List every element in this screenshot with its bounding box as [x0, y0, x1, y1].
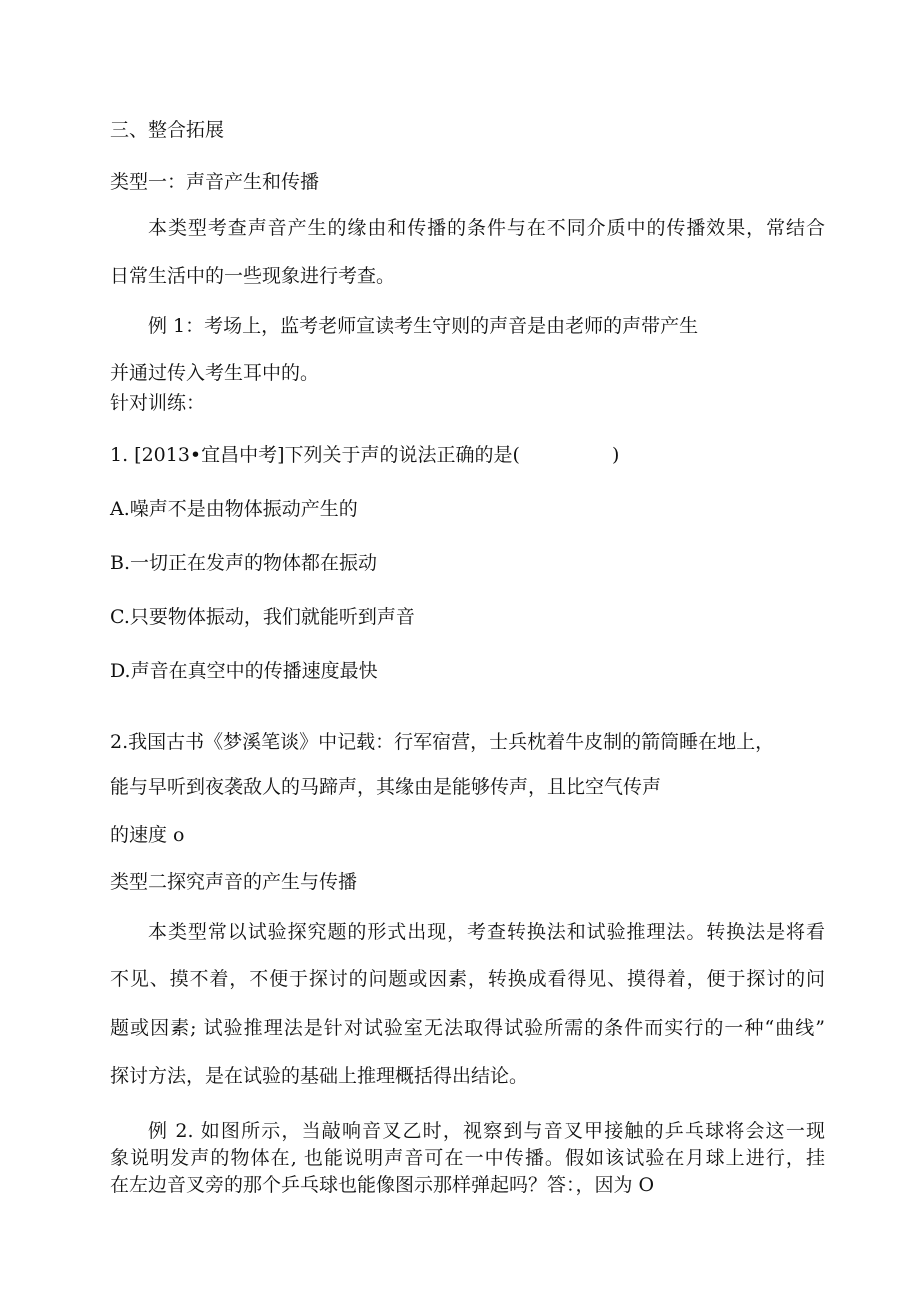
type1-heading: 类型一：声音产生和传播: [110, 171, 320, 193]
example2-line-1: 例 2. 如图所示，当敲响音叉乙时，视察到与音叉甲接触的乒乓球将会这一现: [148, 1120, 825, 1142]
type1-intro-line-1: 本类型考查声音产生的缘由和传播的条件与在不同介质中的传播效果，常结合: [148, 217, 825, 239]
option-a: A.噪声不是由物体振动产生的: [110, 498, 358, 520]
example1-line-1: 例 1：考场上，监考老师宣读考生守则的声音是由老师的声带产生: [148, 315, 699, 337]
question1-stem-close: ): [611, 444, 620, 466]
question1-stem: [110, 443, 619, 467]
type1-intro-line-2: 日常生活中的一些现象进行考查。: [110, 265, 396, 287]
type2-intro-line-1: 本类型常以试验探究题的形式出现，考查转换法和试验推理法。转换法是将看: [148, 921, 825, 943]
practice-label: 针对训练：: [110, 392, 206, 414]
example2-line-3: 在左边音叉旁的那个乒乓球也能像图示那样弹起吗？答：，因为 O: [110, 1174, 655, 1196]
question2-line-2: 能与早听到夜袭敌人的马蹄声，其缘由是能够传声，且比空气传声: [110, 776, 662, 798]
type2-heading: 类型二探究声音的产生与传播: [110, 871, 358, 893]
type2-intro-line-3: 题或因素; 试验推理法是针对试验室无法取得试验所需的条件而实行的一种“曲线”: [110, 1017, 825, 1039]
example1-line-2: 并通过传入考生耳中的。: [110, 362, 320, 384]
option-d: D.声音在真空中的传播速度最快: [110, 660, 378, 682]
example2-line-2: 象说明发声的物体在, 也能说明声音可在一中传播。假如该试验在月球上进行，挂: [110, 1147, 825, 1169]
option-b: B.一切正在发声的物体都在振动: [110, 552, 378, 574]
question2-line-3: 的速度 o: [110, 824, 185, 846]
type2-intro-line-4: 探讨方法，是在试验的基础上推理概括得出结论。: [110, 1065, 529, 1087]
question1-stem-text: 1. [2013•宜昌中考]下列关于声的说法正确的是(: [110, 444, 520, 466]
question2-line-1: 2.我国古书《梦溪笔谈》中记载：行军宿营，士兵枕着牛皮制的箭筒睡在地上，: [110, 731, 775, 753]
type2-intro-line-2: 不见、摸不着，不便于探讨的问题或因素，转换成看得见、摸得着，便于探讨的问: [110, 968, 825, 990]
section-heading: 三、整合拓展: [110, 119, 225, 141]
option-c: C.只要物体振动，我们就能听到声音: [110, 606, 415, 628]
